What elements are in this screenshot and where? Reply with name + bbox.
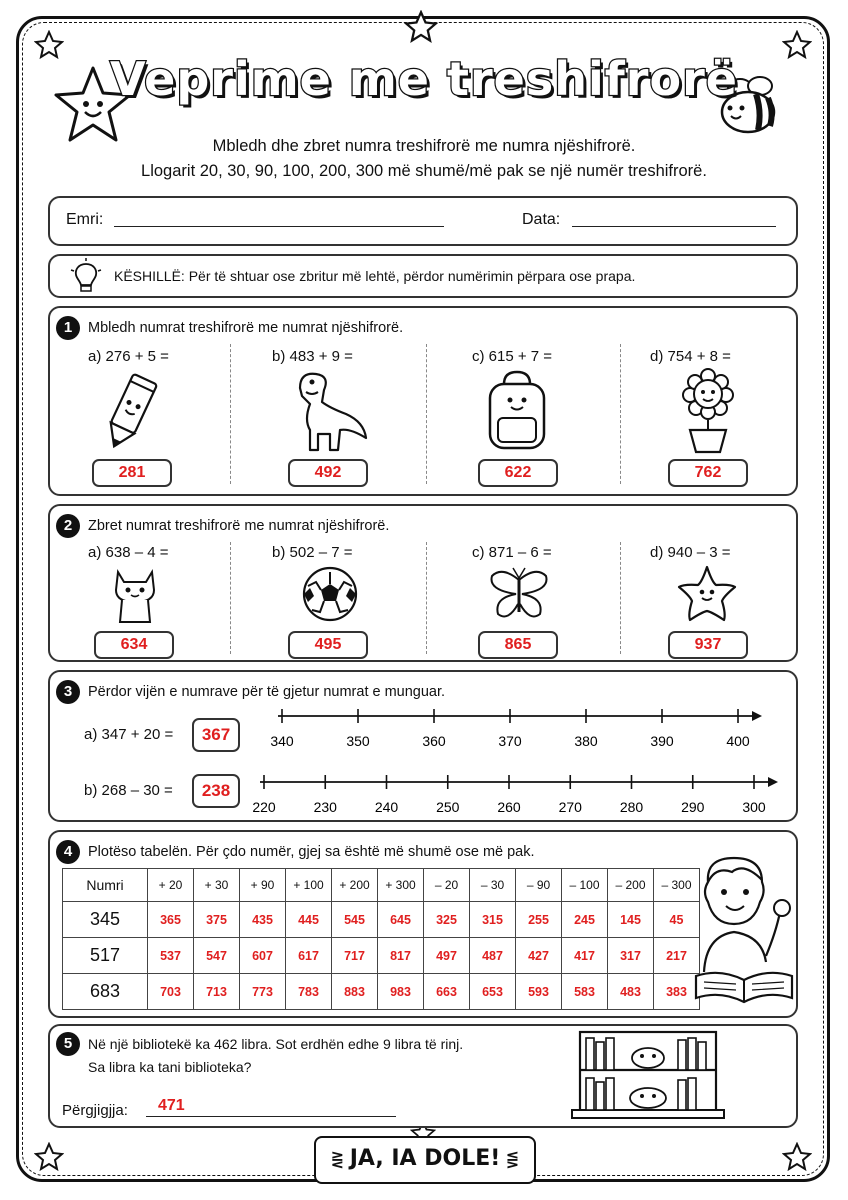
tick-label: 300	[742, 799, 766, 815]
lightbulb-icon	[68, 256, 104, 296]
table-answer-cell[interactable]: 497	[424, 938, 470, 974]
answer-3a[interactable]: 367	[192, 718, 240, 752]
table-answer-cell[interactable]: 417	[562, 938, 608, 974]
table-answer-cell[interactable]: 717	[332, 938, 378, 974]
operations-table	[62, 868, 700, 1010]
table-row	[63, 902, 700, 938]
table-header-cell: – 300	[654, 869, 700, 902]
table-answer-cell[interactable]: 317	[608, 938, 654, 974]
table-answer-cell[interactable]: 483	[608, 974, 654, 1010]
answer-2b[interactable]: 495	[288, 631, 368, 659]
answer-2a[interactable]: 634	[94, 631, 174, 659]
section-4-instruction: Plotëso tabelën. Për çdo numër, gjej sa është më shumë ose më pak.	[88, 844, 535, 860]
date-label: Data:	[522, 211, 561, 228]
tick-label: 360	[422, 733, 446, 749]
section-1-number: 1	[56, 316, 80, 340]
tick-label: 240	[374, 799, 399, 815]
table-header-cell: + 100	[286, 869, 332, 902]
table-answer-cell[interactable]: 545	[332, 902, 378, 938]
row-number: 683	[63, 974, 148, 1010]
table-answer-cell[interactable]: 617	[286, 938, 332, 974]
page-title: Veprime me treshifrorë	[110, 52, 738, 106]
divider	[426, 344, 427, 484]
section-5-question-line-2: Sa libra ka tani biblioteka?	[88, 1059, 252, 1075]
problem-1d: d) 754 + 8 =	[650, 348, 731, 365]
table-answer-cell[interactable]: 315	[470, 902, 516, 938]
table-answer-cell[interactable]: 607	[240, 938, 286, 974]
answer-2d[interactable]: 937	[668, 631, 748, 659]
soccer-ball-icon	[302, 566, 358, 622]
table-answer-cell[interactable]: 427	[516, 938, 562, 974]
table-answer-cell[interactable]: 365	[148, 902, 194, 938]
table-answer-cell[interactable]: 145	[608, 902, 654, 938]
table-header-cell: – 100	[562, 869, 608, 902]
date-field[interactable]	[572, 226, 776, 227]
table-row	[63, 974, 700, 1010]
table-header-row	[63, 869, 700, 902]
divider	[230, 542, 231, 654]
tick-label: 340	[270, 733, 294, 749]
tick-label: 250	[436, 799, 460, 815]
tick-label: 280	[619, 799, 644, 815]
starfish-icon	[676, 564, 738, 624]
table-header-cell: – 30	[470, 869, 516, 902]
boy-reading-icon	[692, 852, 794, 1012]
answer-1a[interactable]: 281	[92, 459, 172, 487]
table-header-cell: + 300	[378, 869, 424, 902]
table-answer-cell[interactable]: 375	[194, 902, 240, 938]
problem-1a: a) 276 + 5 =	[88, 348, 169, 365]
table-answer-cell[interactable]: 713	[194, 974, 240, 1010]
table-answer-cell[interactable]: 445	[286, 902, 332, 938]
star-icon	[34, 1142, 64, 1172]
table-answer-cell[interactable]: 653	[470, 974, 516, 1010]
problem-2c: c) 871 – 6 =	[472, 544, 552, 561]
problem-2b: b) 502 – 7 =	[272, 544, 353, 561]
tick-label: 290	[681, 799, 705, 815]
table-header-number: Numri	[63, 869, 148, 902]
divider	[230, 344, 231, 484]
footer-banner: ⋛ JA, IA DOLE! ⋚	[314, 1136, 536, 1184]
table-answer-cell[interactable]: 983	[378, 974, 424, 1010]
section-2-number: 2	[56, 514, 80, 538]
answer-1b[interactable]: 492	[288, 459, 368, 487]
table-answer-cell[interactable]: 583	[562, 974, 608, 1010]
problem-2d: d) 940 – 3 =	[650, 544, 731, 561]
divider	[426, 542, 427, 654]
pencil-icon	[96, 370, 166, 452]
table-answer-cell[interactable]: 663	[424, 974, 470, 1010]
table-answer-cell[interactable]: 817	[378, 938, 424, 974]
section-3-instruction: Përdor vijën e numrave për të gjetur numrat e munguar.	[88, 684, 446, 700]
tick-label: 380	[574, 733, 598, 749]
table-answer-cell[interactable]: 487	[470, 938, 516, 974]
section-2-instruction: Zbret numrat treshifrorë me numrat njëshifrorë.	[88, 518, 390, 534]
subtitle-line-1: Mbledh dhe zbret numra treshifrorë me numra njëshifrorë.	[212, 137, 636, 155]
tick-label: 370	[498, 733, 522, 749]
answer-1c[interactable]: 622	[478, 459, 558, 487]
backpack-icon	[482, 370, 552, 452]
answer-2c[interactable]: 865	[478, 631, 558, 659]
section-3-number: 3	[56, 680, 80, 704]
flower-pot-icon	[676, 368, 740, 454]
tick-label: 270	[558, 799, 582, 815]
table-header-cell: – 200	[608, 869, 654, 902]
section-5-question-line-1: Në një bibliotekë ka 462 libra. Sot erdhën edhe 9 libra të rinj.	[88, 1036, 464, 1052]
problem-2a: a) 638 – 4 =	[88, 544, 169, 561]
table-header-cell: + 30	[194, 869, 240, 902]
tick-label: 350	[346, 733, 370, 749]
table-answer-cell[interactable]: 245	[562, 902, 608, 938]
dinosaur-icon	[290, 368, 370, 454]
name-date-box	[48, 196, 798, 246]
table-header-cell: + 200	[332, 869, 378, 902]
butterfly-icon	[488, 566, 550, 624]
table-header-cell: – 20	[424, 869, 470, 902]
answer-label: Përgjigjja:	[62, 1102, 128, 1119]
tick-label: 220	[252, 799, 276, 815]
row-number: 517	[63, 938, 148, 974]
name-field[interactable]	[114, 226, 444, 227]
table-answer-cell[interactable]: 883	[332, 974, 378, 1010]
section-5-number: 5	[56, 1032, 80, 1056]
problem-1b: b) 483 + 9 =	[272, 348, 353, 365]
number-line-b	[252, 772, 786, 818]
number-line-a	[270, 706, 770, 752]
divider	[620, 542, 621, 654]
table-answer-cell[interactable]: 703	[148, 974, 194, 1010]
table-header-cell: – 90	[516, 869, 562, 902]
arrow-icon	[768, 777, 778, 787]
table-answer-cell[interactable]: 593	[516, 974, 562, 1010]
name-label: Emri:	[66, 211, 104, 228]
table-answer-cell[interactable]: 537	[148, 938, 194, 974]
star-icon	[782, 1142, 812, 1172]
table-answer-cell[interactable]: 783	[286, 974, 332, 1010]
tick-label: 390	[650, 733, 674, 749]
answer-1d[interactable]: 762	[668, 459, 748, 487]
table-answer-cell[interactable]: 383	[654, 974, 700, 1010]
table-answer-cell[interactable]: 645	[378, 902, 424, 938]
table-row	[63, 938, 700, 974]
cat-icon	[108, 566, 162, 624]
star-icon	[404, 10, 438, 44]
table-answer-cell[interactable]: 255	[516, 902, 562, 938]
table-answer-cell[interactable]: 435	[240, 902, 286, 938]
table-header-cell: + 20	[148, 869, 194, 902]
divider	[620, 344, 621, 484]
table-answer-cell[interactable]: 547	[194, 938, 240, 974]
table-answer-cell[interactable]: 217	[654, 938, 700, 974]
tick-label: 400	[726, 733, 750, 749]
problem-3b: b) 268 – 30 =	[84, 782, 173, 799]
section-4-number: 4	[56, 840, 80, 864]
arrow-icon	[752, 711, 762, 721]
answer-line	[146, 1116, 396, 1117]
answer-3b[interactable]: 238	[192, 774, 240, 808]
problem-1c: c) 615 + 7 =	[472, 348, 553, 365]
table-answer-cell[interactable]: 325	[424, 902, 470, 938]
table-header-cell: + 90	[240, 869, 286, 902]
tip-text: KËSHILLË: Për të shtuar ose zbritur më lehtë, përdor numërimin përpara ose prapa.	[114, 268, 636, 284]
answer-5[interactable]: 471	[158, 1097, 185, 1114]
tick-label: 230	[313, 799, 337, 815]
section-1-instruction: Mbledh numrat treshifrorë me numrat njëshifrorë.	[88, 320, 404, 336]
bookshelf-icon	[570, 1028, 726, 1122]
table-answer-cell[interactable]: 45	[654, 902, 700, 938]
tick-label: 260	[497, 799, 521, 815]
table-answer-cell[interactable]: 773	[240, 974, 286, 1010]
footer-text: JA, IA DOLE!	[349, 1146, 501, 1171]
row-number: 345	[63, 902, 148, 938]
subtitle-line-2: Llogarit 20, 30, 90, 100, 200, 300 më shumë/më pak se një numër treshifrorë.	[141, 162, 707, 180]
problem-3a: a) 347 + 20 =	[84, 726, 174, 743]
